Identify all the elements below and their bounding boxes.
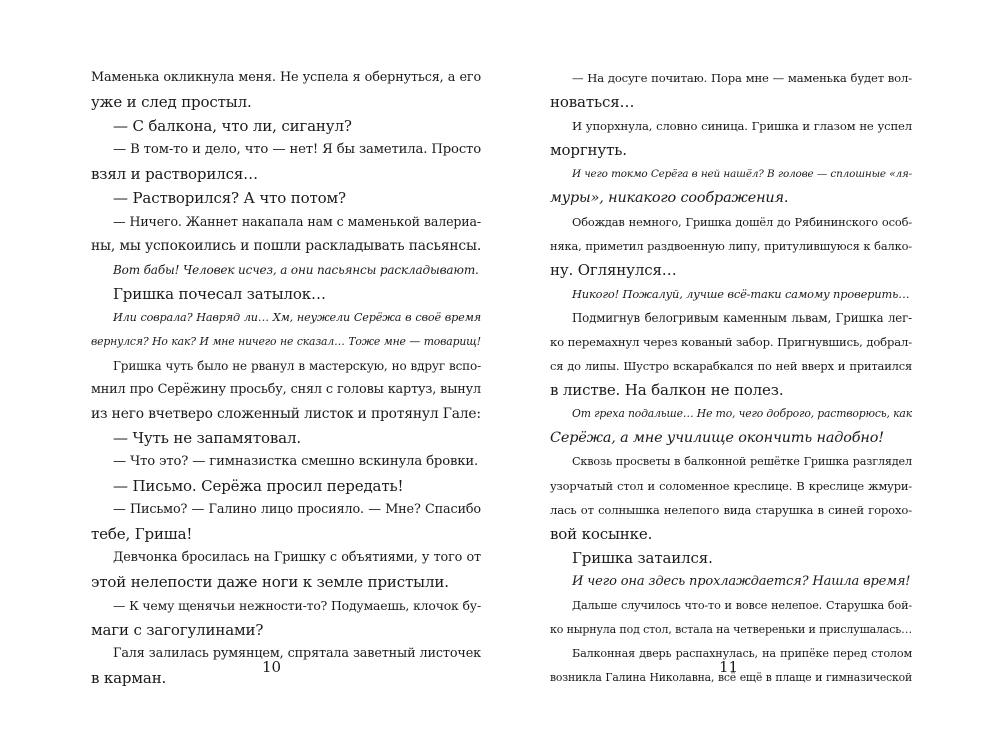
text-line: мнил про Серёжину просьбу, снял с головы картуз, вынул [91,382,481,397]
text-line: Подмигнув белогривым каменным львам, Гришка лег- [572,311,912,325]
text-line: тебе, Гриша! [91,525,193,543]
text-line: маги с загогулинами? [91,621,264,639]
text-line: И упорхнула, словно синица. Гришка и глазом не успел [572,119,912,133]
text-line: ко нырнула под стол, встала на четвереньки и прислушалась… [550,623,912,636]
text-line: Маменька окликнула меня. Не успела я обернуться, а его [91,70,481,85]
text-line: в листве. На балкон не полез. [550,381,784,399]
text-line: От греха подальше… Не то, чего доброго, растворюсь, как [572,407,912,420]
text-line: уже и след простыл. [91,93,252,111]
text-line: ны, мы успокоились и пошли раскладывать пасьянсы. [91,238,481,254]
text-line: Девчонка бросилась на Гришку с объятиями, у того от [113,550,481,565]
text-line: И чего она здесь прохлаждается? Нашла время! [572,574,911,589]
text-line: вой косынке. [550,525,653,543]
text-line: этой нелепости даже ноги к земле пристыли. [91,573,449,591]
text-line: — На досуге почитаю. Пора мне — маменька будет вол- [572,71,912,85]
page-number-right: 11 [719,658,739,676]
text-line: Обождав немного, Гришка дошёл до Рябининского особ- [572,215,912,229]
text-line: няка, приметил раздвоенную липу, притулившуюся к балко- [550,239,912,253]
text-line: — Что это? — гимназистка смешно вскинула бровки. [113,454,479,469]
text-line: — Письмо. Серёжа просил передать! [113,477,404,495]
text-line: ко перемахнул через кованый забор. Пригнувшись, добрал- [550,335,912,349]
text-line: — С балкона, что ли, сиганул? [113,117,352,135]
text-line: вернулся? Но как? И мне ничего не сказал… Тоже мне — товарищ! [91,335,481,348]
text-line: Гришка почесал затылок… [113,285,326,303]
text-line: Галя залилась румянцем, спрятала заветный листочек [113,646,481,661]
text-line: — К чему щенячьи нежности-то? Подумаешь, клочок бу- [113,598,481,613]
text-line: — Чуть не запамятовал. [113,429,301,447]
text-line: — Письмо? — Галино лицо просияло. — Мне? Спасибо [113,502,481,517]
text-line: из него вчетверо сложенный листок и протянул Гале: [91,406,481,422]
text-line: Серёжа, а мне училище окончить надобно! [550,430,884,446]
text-line: Сквозь просветы в балконной решётке Гришка разглядел [572,455,912,468]
text-line: новаться… [550,93,635,111]
text-line: Гришка затаился. [572,549,713,567]
text-line: взял и растворился… [91,165,259,183]
text-line: Или соврала? Навряд ли… Хм, неужели Серёжа в своё время [113,311,481,324]
text-line: Вот бабы! Человек исчез, а они пасьянсы раскладывают. [113,263,479,277]
text-line: Балконная дверь распахнулась, на припёке перед столом [572,647,912,660]
text-line: — Растворился? А что потом? [113,189,346,207]
text-line: Дальше случилось что-то и вовсе нелепое. Старушка бой- [572,599,912,612]
text-line: лась от солнышка нелепого вида старушка в синей горохо- [550,503,912,517]
text-line: в карман. [91,669,167,687]
text-line: Никого! Пожалуй, лучше всё-таки самому проверить… [572,287,910,301]
left-page [91,66,481,690]
text-line: ся до липы. Шустро вскарабкался по ней вверх и притаился [550,359,912,373]
text-line: возникла Галина Николавна, всё ещё в плаще и гимназической [550,671,912,684]
text-line: — Ничего. Жаннет накапала нам с маменькой валериа- [113,214,481,229]
page-number-left: 10 [262,658,282,676]
text-line: узорчатый стол и соломенное креслице. В креслице жмури- [550,479,912,493]
right-page [550,66,912,690]
text-line: И чего токмо Серёга в ней нашёл? В голове — сплошные «ля- [572,168,912,180]
text-line: — В том-то и дело, что — нет! Я бы заметила. Просто [113,142,481,157]
text-line: моргнуть. [550,141,627,159]
text-line: ну. Оглянулся… [550,261,677,279]
text-line: Гришка чуть было не рванул в мастерскую, но вдруг вспо- [113,359,481,373]
text-line: муры», никакого соображения. [550,190,789,206]
